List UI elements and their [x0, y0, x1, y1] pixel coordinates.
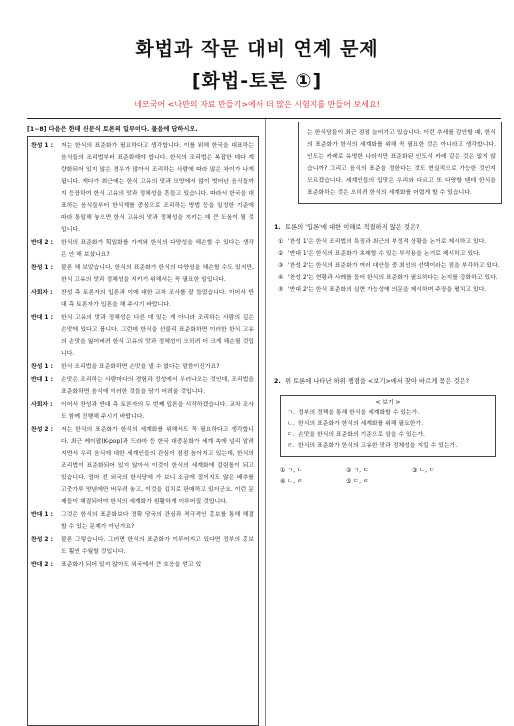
speech-text: 한식 조리법을 표준화하면 손맛을 낼 수 없다는 말씀이신가요?	[61, 364, 220, 370]
bogi-item-label: ㄱ.	[287, 410, 295, 416]
debate-turn	[31, 534, 254, 558]
promo-link[interactable]: 네모국어 <나만의 자료 만들기>에서 더 많은 시험지를 만들어 보세요!	[134, 100, 380, 109]
bogi-item	[287, 430, 489, 441]
choice-number: ③	[278, 263, 284, 269]
speaker-label: 반대 2 :	[31, 562, 53, 568]
page-title: 화법과 작문 대비 연계 문제	[135, 38, 379, 60]
debate-turn	[31, 287, 254, 311]
bogi-item-text: 정부의 정책을 통해 한식을 세계화할 수 있는가.	[298, 410, 420, 416]
choice-text: '반대 2'는 한식 표준화의 실현 가능성에 의문을 제시하며 주장을 펼치고 있다.	[288, 287, 487, 293]
speech-text: 한식의 표준화가 획일화를 가져와 한식의 다양성을 해손할 수 있다는 생각은 안 해 보셨나요?	[61, 240, 254, 258]
speech-text: 그것은 한식의 표준화보다 정확 당국의 관심과 적극적인 홍보를 통해 해결할 수 있는 문제가 아닌가요?	[61, 512, 254, 530]
answer-choice[interactable]	[274, 248, 502, 260]
debate-turn	[31, 140, 254, 236]
answer-choices	[274, 236, 502, 296]
speaker-label: 반대 1 :	[31, 377, 53, 383]
answer-option[interactable]: ② ㄱ, ㄷ	[346, 467, 369, 474]
right-column	[274, 122, 502, 487]
answer-choice[interactable]	[274, 260, 502, 272]
speech-text: 물론 해 보았습니다. 한식의 표준화가 한식의 다양성을 해손할 수도 있지만, 한식 고유의 맛과 정체성을 지키기 위해서는 꼭 필요한 일입니다.	[61, 265, 254, 283]
debate-turn	[31, 509, 254, 533]
page-subtitle: [화법-토론 ①]	[191, 70, 323, 92]
left-column	[27, 122, 259, 726]
debate-turn	[31, 374, 254, 398]
speaker-label: 찬성 1 :	[31, 265, 53, 271]
speaker-label: 찬성 1 :	[31, 364, 53, 370]
speech-text: 손맛은 조리하는 사람마다의 경험과 정성에서 우러나오는 것인데, 조리법을 표준화하면 음식에 이러한 것들을 담기 어려울 것입니다.	[61, 377, 254, 395]
answer-option[interactable]: ③ ㄴ, ㄷ	[412, 467, 435, 474]
speaker-label: 찬성 2 :	[31, 427, 53, 433]
choice-text: '찬성 1'은 한식 조리법의 특징과 최근의 부정적 상황을 논거로 제시하고 있다.	[288, 239, 487, 245]
choice-number: ④	[278, 275, 284, 281]
speaker-label: 반대 1 :	[31, 512, 53, 518]
debate-turn	[31, 361, 254, 373]
speech-text: 물론 그렇습니다. 그러면 한식의 표준화가 이루어지고 있다면 정부의 홍보도 훨씬 수월할 것입니다.	[61, 537, 254, 555]
answer-choice[interactable]	[274, 272, 502, 284]
speaker-label: 반대 1 :	[31, 315, 53, 321]
speech-text: 찬성 측 토론자의 입론과 이에 대한 교차 조사를 잘 들었습니다. 이어서 반대 측 토론자가 입론을 해 주시기 바랍니다.	[61, 290, 254, 308]
bogi-item	[287, 441, 489, 452]
column-divider	[265, 119, 266, 726]
debate-passage-continued: 는 한식당들이 최근 점점 늘어가고 있습니다. 이런 추세를 감안할 때, 한식의 표준화가 한식의 세계화를 위해 꼭 필요한 것은 아니라고 생각합니다. 인도는 카레로 유명한 나라지만 표준화된 인도식 카레 같은 것은 없지 않습니까? 그리고 음식의 표준을 정한다는 것도 현실적으로 가능한 것인지 모르겠습니다. 세계인들의 입맛은 우리와 다르고 또 다양할 텐데 한식을 표준화하는 것은 오히려 한식의 세계화를 어렵게 할 수 있습니다.	[298, 122, 502, 204]
instruction-text: [1~8] 다음은 한데 신문식 토론의 일부이다. 물음에 답하시오.	[27, 126, 198, 133]
choice-number: ①	[278, 239, 284, 245]
bogi-box	[280, 395, 496, 457]
debate-turn	[31, 399, 254, 423]
bogi-item-label: ㄹ.	[287, 443, 295, 449]
question-text: 토론의 '입론'에 대한 이해로 적절하지 않은 것은?	[285, 224, 420, 231]
answer-option[interactable]: ④ ㄴ, ㄹ	[280, 478, 303, 485]
choice-number: ②	[278, 251, 284, 257]
header-rule	[27, 118, 501, 119]
choice-number: ⑤	[278, 287, 284, 293]
speech-text: 한식 고유의 맛과 정체성은 다른 데 있는 게 아니라 조리하는 사람의 깊은 손맛에 있다고 봅니다. 그런데 한식을 선불리 표준화하면 이러한 한식 고유의 손맛을 잃어버려 한식 고유의 맛과 정체성이 오히려 더 크게 해손될 것입니다.	[61, 315, 254, 357]
answer-choice[interactable]	[274, 236, 502, 248]
answer-options	[280, 465, 502, 487]
bogi-item	[287, 419, 489, 430]
speaker-label: 찬성 1 :	[31, 143, 53, 149]
question-text: 위 토론에 나타난 하위 쟁점을 <보기>에서 찾아 바르게 묶은 것은?	[285, 378, 469, 385]
question-number: 2.	[274, 378, 281, 385]
choice-text: '찬성 2'는 한식의 표준화가 여러 대안들 중 최선의 선택이라는 점을 부각하고 있다.	[288, 263, 500, 269]
speaker-label: 사회자 :	[31, 402, 53, 408]
speaker-label: 사회자 :	[31, 290, 53, 296]
debate-turn	[31, 237, 254, 261]
bogi-item-text: 손맛을 한식의 표준화의 기준으로 삼을 수 있는가.	[298, 432, 425, 438]
bogi-item-label: ㄷ.	[287, 432, 295, 438]
bogi-item-text: 한식의 표준화가 한식의 세계화를 위해 필요한가.	[298, 421, 424, 427]
speech-text: 이어서 찬성과 반대 측 토론자의 두 번째 입론을 시작하겠습니다. 교차 조사도 함께 진행해 주시기 바랍니다.	[61, 402, 254, 420]
debate-turn	[31, 559, 254, 571]
speech-text: 표준화가 되어 있지 않아도 외국에서 큰 호응을 얻고 있	[61, 562, 202, 568]
speaker-label: 찬성 2 :	[31, 537, 53, 543]
choice-text: '반대 1'은 한식의 표준화가 초래할 수 있는 부작용을 논거로 제시하고 있다.	[288, 251, 481, 257]
debate-passage	[27, 136, 259, 726]
bogi-item	[287, 408, 489, 419]
debate-turn	[31, 424, 254, 508]
debate-turn	[31, 312, 254, 360]
bogi-title: < 보기 >	[375, 400, 401, 406]
question-1	[274, 222, 502, 296]
question-2	[274, 376, 502, 487]
bogi-item-text: 한식의 표준화가 한식의 고유한 맛과 정체성을 지킬 수 있는가.	[298, 443, 458, 449]
bogi-item-label: ㄴ.	[287, 421, 295, 427]
speech-text: 저는 한식의 표준화가 한식의 세계화를 위해서도 꼭 필요하다고 생각합니다. 최근 케이팝(K-pop)과 드라마 등 한국 대중문화가 세계 속에 널리 알려지면서 우리 음식에 대한 세계인들의 관심이 점점 높아지고 있는데, 한식의 조리법이 표준화되어 있지 않아서 이것이 한식의 세계화에 걸림돌이 되고 있습니다. 얼마 전 외국의 한식당에 가 보니 소금에 절이지도 않은 배추를 고춧가루 양념에만 버무려 놓고, 이것을 김치로 판매하고 있더군요. 이런 문제들이 해결되어야 한식의 세계화가 원활하게 이루어질 것입니다.	[61, 427, 254, 505]
answer-choice[interactable]	[274, 284, 502, 296]
choice-text: '찬성 2'는 현황과 사례를 들어 한식의 표준화가 필요하다는 논지를 강화하고 있다.	[288, 275, 498, 281]
answer-option[interactable]: ① ㄱ, ㄴ	[280, 467, 303, 474]
speaker-label: 반대 2 :	[31, 240, 53, 246]
question-number: 1.	[274, 224, 281, 231]
answer-option[interactable]: ⑤ ㄷ, ㄹ	[346, 478, 369, 485]
debate-turn	[31, 262, 254, 286]
speech-text: 저는 한식의 표준화가 필요하다고 생각합니다. 이를 위해 한국을 대표하는 음식들의 조리법부터 표준화해야 합니다. 한식의 조리법은 복잡한 데다 계량화되어 있지 않은 경우가 많아서 조리하는 사람에 따라 많은 차이가 나게 됩니다. 게다가 최근에는 한식 고유의 맛과 모양에서 많이 벗어난 음식들까지 등장하여 한식 고유의 맛과 정체성을 흔들고 있습니다. 따라서 한국을 대표하는 음식들부터 한식계를 중심으로 조리하는 방법 등을 일정한 기준에 따라 통일해 놓으면 한식 고유의 맛과 정체성을 지키는 데 큰 도움이 될 것입니다.	[61, 143, 254, 233]
